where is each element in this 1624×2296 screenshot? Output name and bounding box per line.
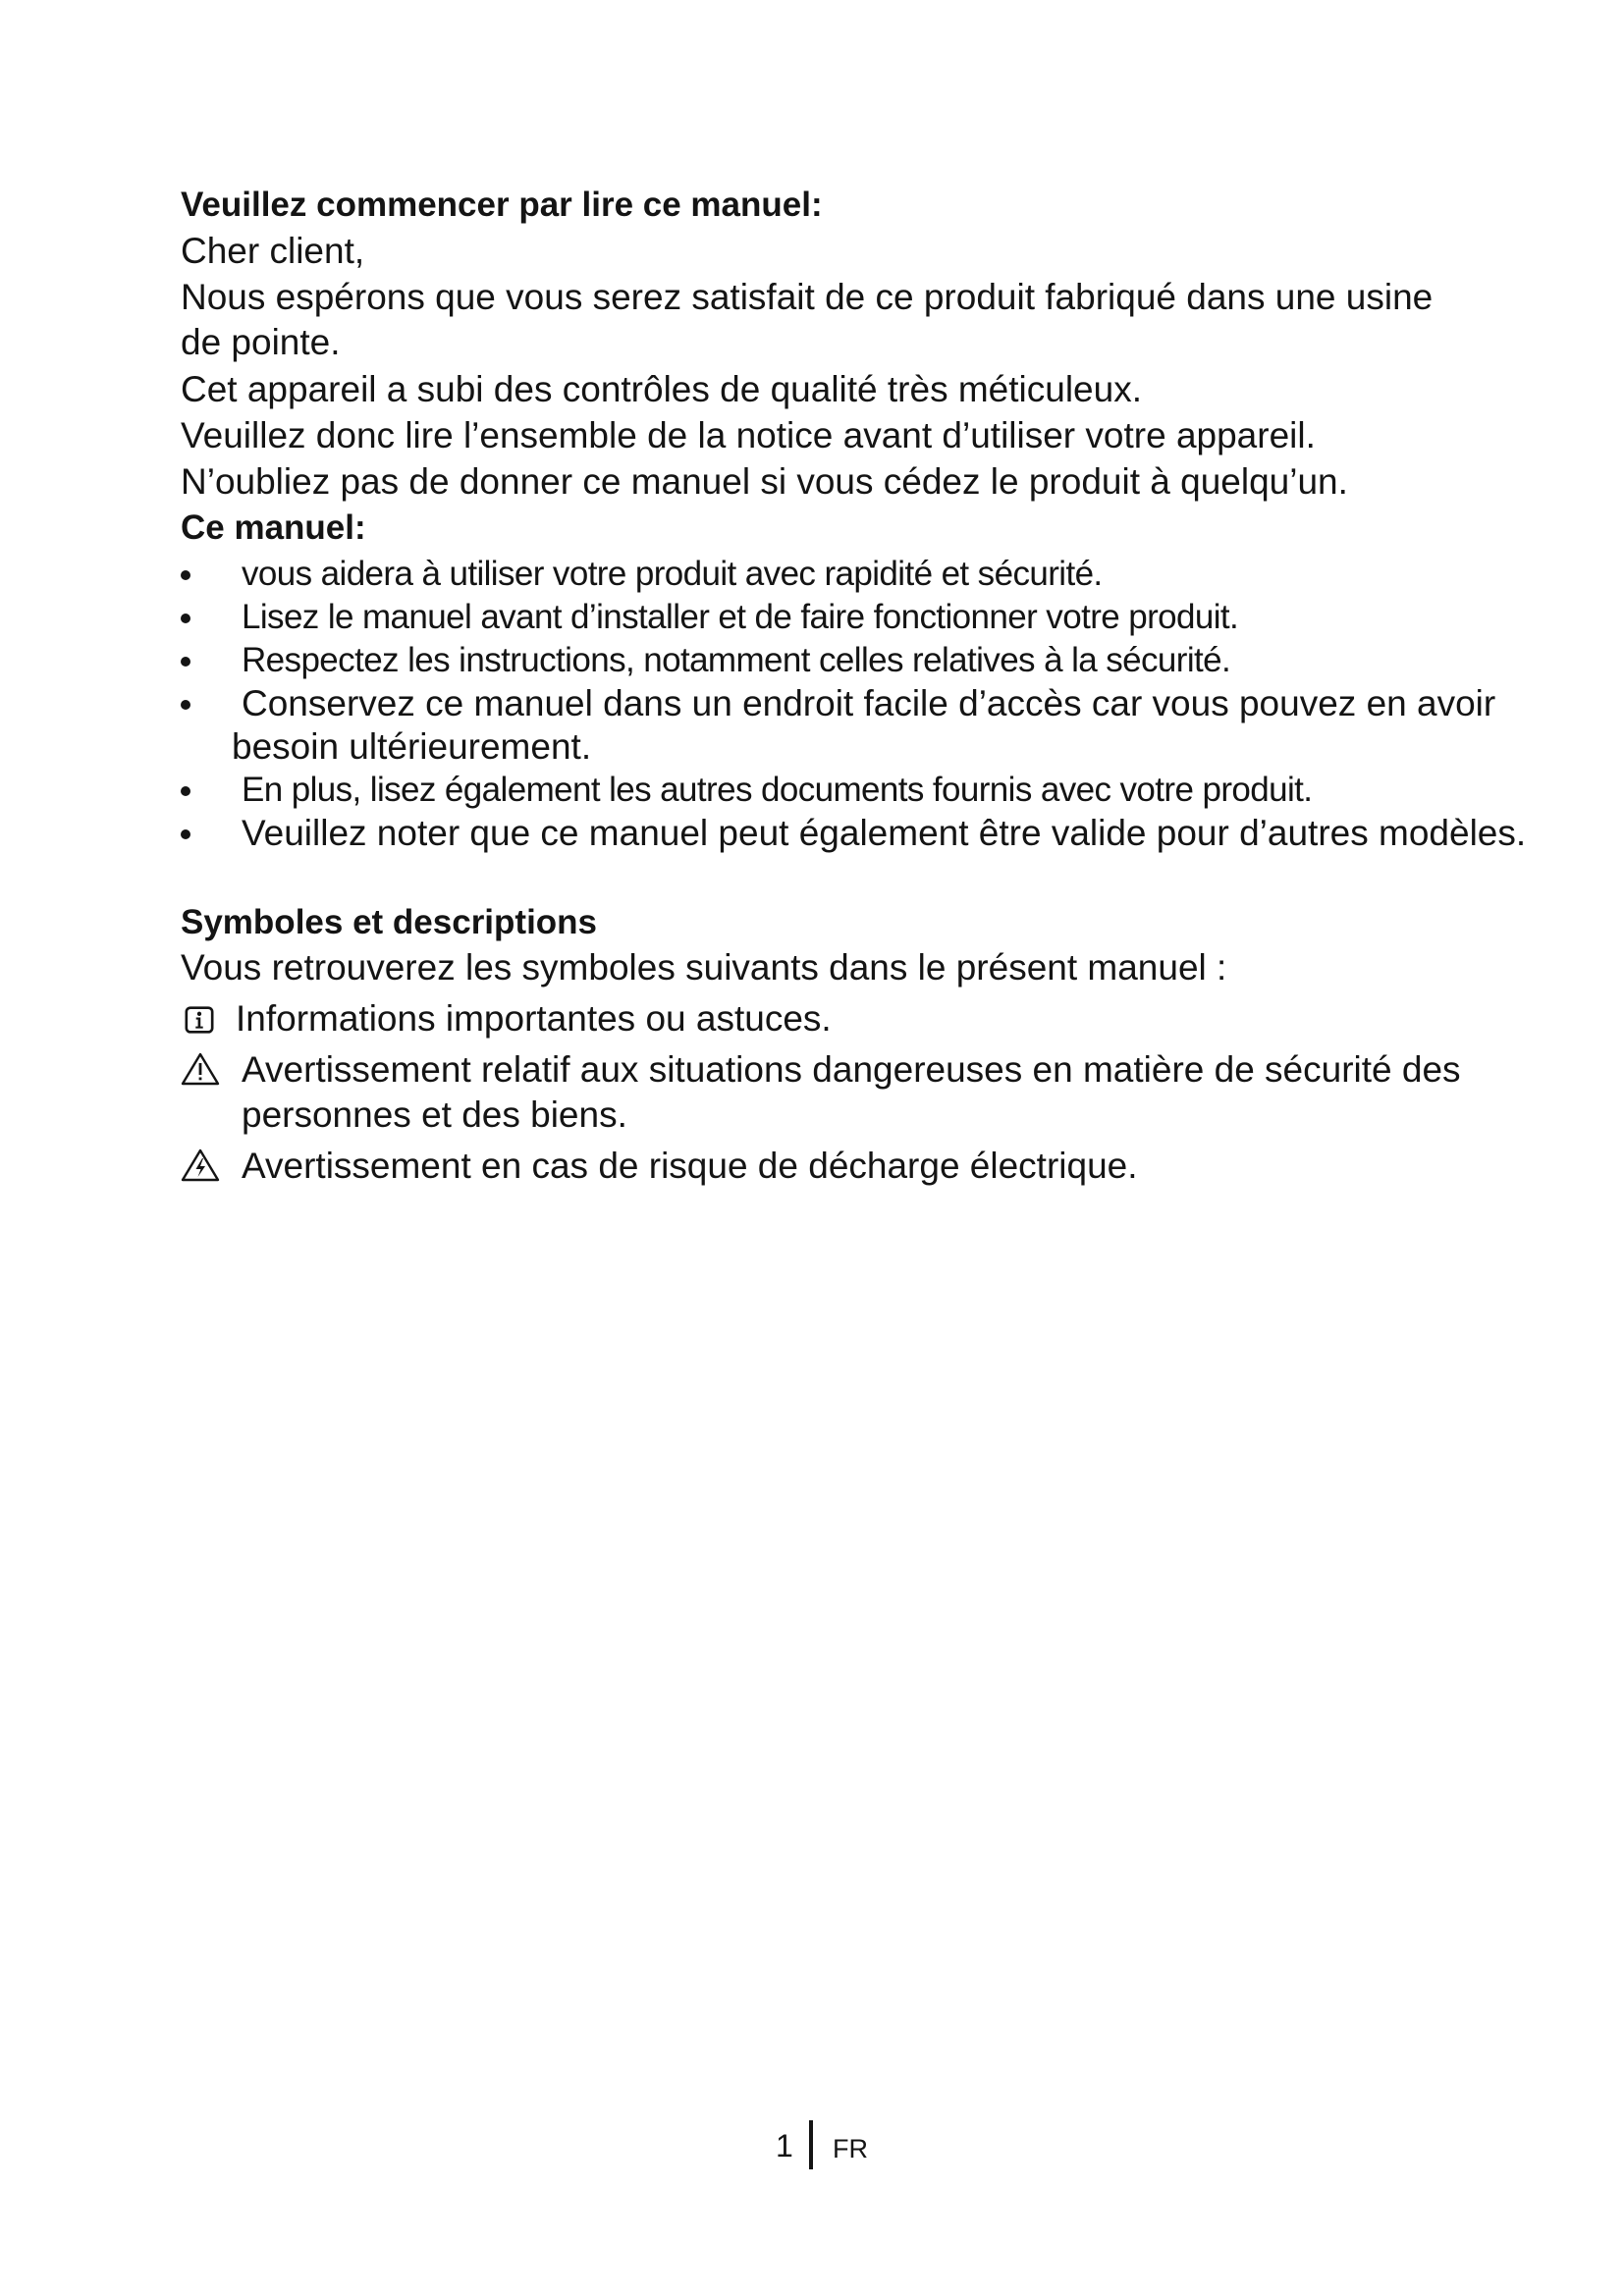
intro-heading: Veuillez commencer par lire ce manuel: bbox=[181, 186, 823, 224]
list-item bbox=[181, 812, 1527, 855]
list-item bbox=[181, 769, 1496, 812]
list-item-text: vous aidera à utiliser votre produit avec rapidité et sécurité. bbox=[242, 555, 1103, 593]
list-item-text: Conservez ce manuel dans un endroit facile d’accès car vous pouvez en avoir bbox=[242, 683, 1496, 723]
warning-triangle-icon bbox=[181, 1051, 220, 1087]
list-item-text: Veuillez noter que ce manuel peut également être valide pour d’autres modèles. bbox=[242, 813, 1527, 853]
bullet-icon bbox=[181, 829, 190, 839]
info-icon bbox=[185, 1006, 214, 1034]
page-content bbox=[181, 183, 1527, 1189]
electric-warning-text: Avertissement en cas de risque de décharge électrique. bbox=[242, 1146, 1138, 1186]
list-item bbox=[181, 682, 1496, 769]
give-manual-text: N’oubliez pas de donner ce manuel si vous cédez le produit à quelqu’un. bbox=[181, 461, 1348, 502]
language-code: FR bbox=[833, 2134, 868, 2163]
warning-text: Avertissement relatif aux situations dangereuses en matière de sécurité des personnes et des biens. bbox=[242, 1049, 1461, 1135]
quality-control-text: Cet appareil a subi des contrôles de qualité très méticuleux. bbox=[181, 369, 1142, 409]
footer-divider bbox=[809, 2120, 813, 2169]
manual-heading: Ce manuel: bbox=[181, 508, 366, 547]
electric-shock-warning-icon bbox=[181, 1148, 220, 1183]
bullet-icon bbox=[181, 786, 190, 796]
symbols-heading: Symboles et descriptions bbox=[181, 903, 598, 941]
list-item bbox=[181, 596, 1496, 639]
page-number: 1 bbox=[776, 2128, 793, 2163]
list-item-text: En plus, lisez également les autres documents fournis avec votre produit. bbox=[242, 771, 1313, 809]
hope-text: Nous espérons que vous serez satisfait de ce produit fabriqué dans une usine de pointe. bbox=[181, 277, 1434, 362]
symbol-row-info bbox=[181, 996, 1496, 1041]
info-text: Informations importantes ou astuces. bbox=[236, 998, 832, 1039]
symbol-row-warning bbox=[181, 1047, 1496, 1138]
manual-bullet-list bbox=[181, 553, 1527, 855]
greeting-text: Cher client, bbox=[181, 231, 365, 271]
bullet-icon bbox=[181, 700, 190, 710]
symbols-section bbox=[181, 900, 1496, 1189]
symbols-intro-text: Vous retrouverez les symboles suivants dans le présent manuel : bbox=[181, 947, 1227, 988]
bullet-icon bbox=[181, 614, 190, 623]
bullet-icon bbox=[181, 657, 190, 667]
bullet-icon bbox=[181, 570, 190, 580]
manual-section bbox=[181, 506, 1527, 855]
list-item bbox=[181, 553, 1496, 596]
list-item-text: Respectez les instructions, notamment celles relatives à la sécurité. bbox=[242, 641, 1231, 679]
list-item-text: Lisez le manuel avant d’installer et de faire fonctionner votre produit. bbox=[242, 598, 1239, 636]
list-item bbox=[181, 639, 1496, 682]
read-notice-text: Veuillez donc lire l’ensemble de la notice avant d’utiliser votre appareil. bbox=[181, 415, 1316, 455]
list-item-text-continued: besoin ultérieurement. bbox=[232, 726, 592, 767]
intro-section bbox=[181, 183, 1496, 505]
symbol-row-electric bbox=[181, 1144, 1496, 1189]
